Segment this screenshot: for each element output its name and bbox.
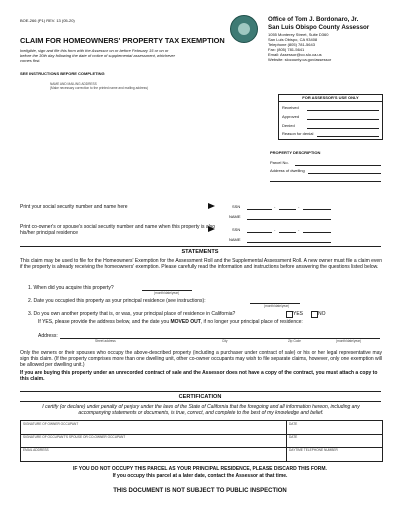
arrow-icon [208, 226, 215, 232]
dwelling-label: Address of dwelling [270, 168, 305, 173]
arrow-icon [208, 203, 215, 209]
coowner-label: Print co-owner's or spouse's social security number and name when this property is also his/her principal residence [20, 224, 216, 236]
reason-line [317, 136, 379, 137]
form-title: CLAIM FOR HOMEOWNERS' PROPERTY TAX EXEMPTION [20, 36, 225, 45]
ssn-label-1: SSN [232, 204, 241, 209]
later-text: If you occupy this parcel at a later date, contact the Assessor at that time. [112, 473, 288, 479]
date-label-1: DATE [289, 422, 298, 426]
statements-title: STATEMENTS [181, 249, 219, 255]
print-ssn-label: Print your social security number and name here [20, 204, 128, 210]
cert-title: CERTIFICATION [178, 394, 222, 400]
date-field-1[interactable] [286, 421, 380, 433]
q3b-post: , if no longer your principal place of residence: [200, 319, 303, 325]
ssn-1-part2[interactable] [279, 209, 296, 210]
office-fax: Fax: (805) 781-5641 [268, 47, 305, 52]
email-field[interactable] [21, 447, 285, 459]
q2-hint: (month/date/year) [264, 304, 290, 308]
sig-owner-label: SIGNATURE OF OWNER OCCUPANT [23, 422, 79, 426]
statements-rule [20, 246, 381, 247]
addr-col-street: Street address [95, 339, 116, 343]
statements-intro: This claim may be used to file for the Homeowners' Exemption for the Assessment Roll and the Supplemental Assessment Roll. A new owner must file a claim even if the property is already receiving the homeowners' exemption. Please carefully read the information and instructions before answering the questions listed below. [20, 258, 382, 270]
public-inspection-text: THIS DOCUMENT IS NOT SUBJECT TO PUBLIC INSPECTION [113, 488, 287, 494]
phone-label: DAYTIME TELEPHONE NUMBER [289, 448, 338, 452]
assessor-use-box [278, 94, 383, 140]
ssn-dash: - [298, 204, 300, 209]
approved-line [307, 119, 379, 120]
mailing-sub: (Make necessary correction to the printed name and mailing address) [50, 86, 148, 90]
yes-checkbox[interactable] [286, 311, 293, 318]
ssn-dash: - [298, 227, 300, 232]
office-line1: Office of Tom J. Bordonaro, Jr. [268, 16, 359, 23]
reason-label: Reason for denial [282, 131, 314, 136]
mailing-label: NAME AND MAILING ADDRESS [50, 82, 97, 86]
q3b-text [38, 319, 303, 325]
no-checkbox[interactable] [311, 311, 318, 318]
property-title: PROPERTY DESCRIPTION [270, 150, 321, 155]
cert-text: I certify (or declare) under penalty of perjury under the laws of the State of California that the foregoing and all information hereon, including any accompanying statements or documents, is true, correct, and complete to the best of my knowledge and belief. [42, 404, 360, 416]
sig-spouse-field[interactable] [21, 434, 285, 446]
parcel-line[interactable] [295, 165, 381, 166]
q3-label: 3. Do you own another property that is, or was, your principal place of residence in California? [28, 311, 236, 317]
approved-label: Approved [282, 114, 300, 119]
yes-label: YES [293, 311, 304, 317]
assessor-box-title: FOR ASSESSOR'S USE ONLY [279, 95, 382, 102]
ssn-2-part2[interactable] [279, 232, 296, 233]
office-email: Email: Assessor@co.slo.ca.us [268, 52, 322, 57]
no-label: NO [318, 311, 326, 317]
office-block [268, 16, 388, 62]
name-label-1: NAME [229, 214, 241, 219]
discard-text: IF YOU DO NOT OCCUPY THIS PARCEL AS YOUR PRINCIPAL RESIDENCE, PLEASE DISCARD THIS FORM. [73, 466, 327, 472]
received-line [307, 110, 379, 111]
denied-line [307, 128, 379, 129]
office-addr1: 1055 Monterey Street, Suite D360 [268, 32, 329, 37]
q1-hint: (month/date/year) [154, 291, 180, 295]
q3b-pre: If YES, please provide the address below, and the date you [38, 319, 170, 325]
office-phone: Telephone (805) 781-5643 [268, 42, 315, 47]
name-label-2: NAME [229, 237, 241, 242]
addr-col-date: (month/date/year) [336, 339, 362, 343]
addr-col-city: City [222, 339, 228, 343]
ssn-dash: - [274, 204, 276, 209]
q3b-bold: MOVED OUT [170, 319, 201, 325]
q2-label: 2. Date you occupied this property as your principal residence (see instructions): [28, 298, 206, 304]
name-1-line[interactable] [247, 219, 331, 220]
if-buying-text: If you are buying this property under an unrecorded contract of sale and the Assessor does not have a copy of the contract, you must attach a copy to this claim. [20, 370, 378, 382]
only-owners-text: Only the owners or their spouses who occupy the above-described property (including a purchaser under contract of sale) or his or her legal representative may sign this claim. (If the property comprises more than one dwelling unit, other co-owner occupants may wish to file separate claims, however, only one exemption will be allowed per dwelling unit.) [20, 350, 382, 368]
form-id: BOE-266 (P1) REV. 13 (05-20) [20, 18, 75, 23]
sig-owner-field[interactable] [21, 421, 285, 433]
cert-rule-top [20, 391, 381, 392]
address-label: Address: [38, 333, 58, 339]
county-seal [230, 15, 258, 43]
date-field-2[interactable] [286, 434, 380, 446]
sig-spouse-label: SIGNATURE OF OCCUPANT'S SPOUSE OR CO-OWNER OCCUPANT [23, 435, 126, 439]
cert-rule-mid [20, 401, 381, 402]
ssn-2-part1[interactable] [247, 232, 272, 233]
received-label: Received [282, 105, 299, 110]
parcel-label: Parcel No. [270, 160, 289, 165]
office-website: Website: slocounty.ca.gov/assessor [268, 57, 332, 62]
email-label: EMAIL ADDRESS [23, 448, 49, 452]
addr-col-zip: Zip Code [288, 339, 301, 343]
date-label-2: DATE [289, 435, 298, 439]
denied-label: Denied [282, 123, 295, 128]
dwelling-line-2[interactable] [270, 181, 381, 182]
office-addr2: San Luis Obispo, CA 93408 [268, 37, 318, 42]
ssn-1-part3[interactable] [303, 209, 331, 210]
ssn-1-part1[interactable] [247, 209, 272, 210]
ssn-dash: - [274, 227, 276, 232]
office-line2: San Luis Obispo County Assessor [268, 24, 370, 31]
ssn-label-2: SSN [232, 227, 241, 232]
phone-field[interactable] [286, 447, 380, 459]
q1-label: 1. When did you acquire this property? [28, 285, 114, 291]
dwelling-line[interactable] [308, 173, 381, 174]
ssn-2-part3[interactable] [303, 232, 331, 233]
name-2-line[interactable] [247, 242, 331, 243]
intro-text: Ineligible, sign and file this form with the Assessor on or before February 15 or on or before the 30th day following the date of notice of supplemental assessment, whichever comes first. [20, 48, 175, 63]
see-instructions: SEE INSTRUCTIONS BEFORE COMPLETING [20, 71, 105, 76]
